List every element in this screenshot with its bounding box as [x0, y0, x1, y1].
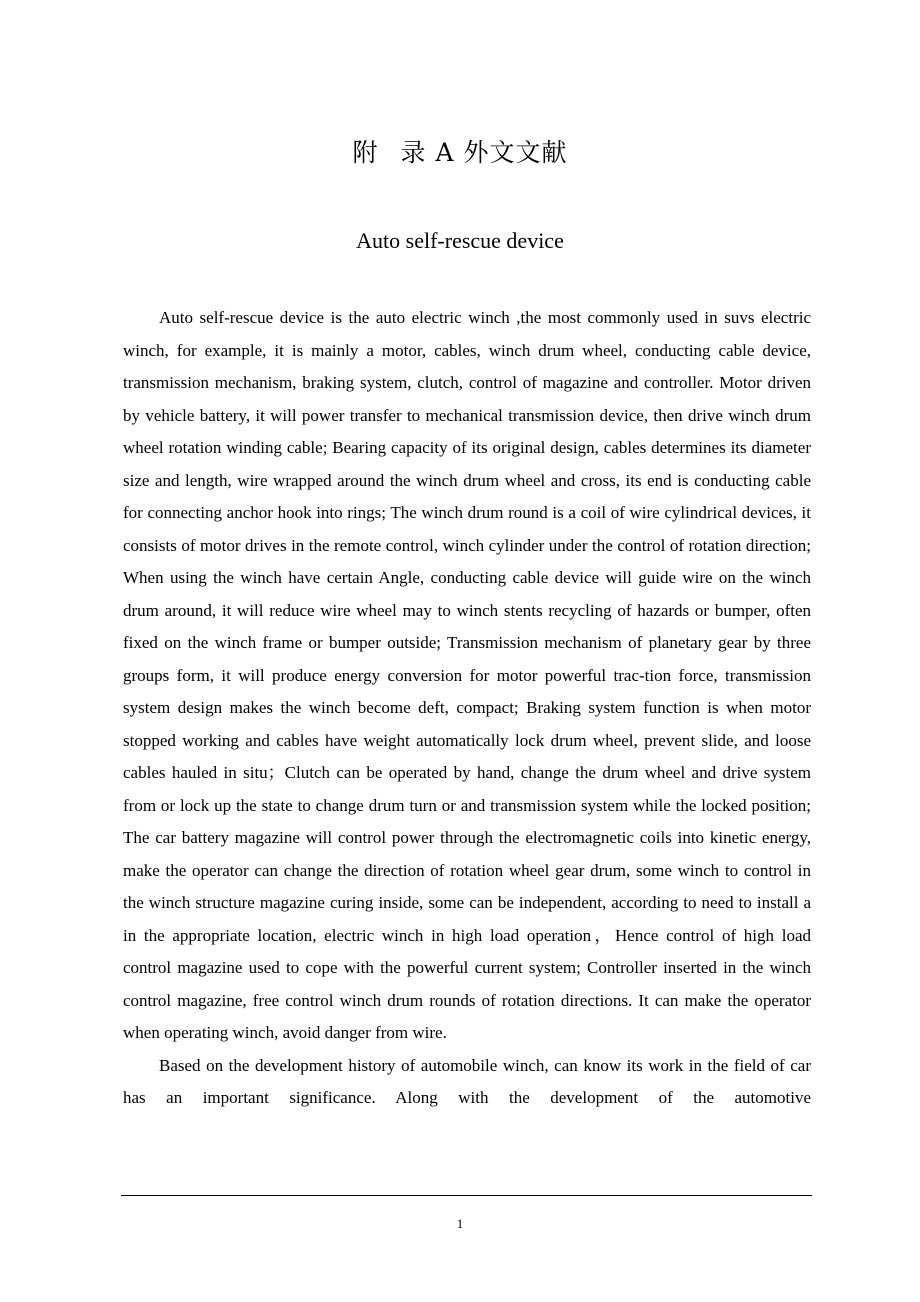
appendix-heading-label: 附 — [352, 138, 379, 167]
appendix-heading — [0, 133, 920, 169]
paragraph-1: Auto self-rescue device is the auto electric winch ,the most commonly used in suvs electric winch, for example, it is mainly a motor, cables, winch drum wheel, conducting cable device, transmission mechanism, braking system, clutch, control of magazine and controller. Motor driven by vehicle battery, it will power transfer to mechanical transmission device, then drive winch drum wheel rotation winding cable; Bearing capacity of its original design, cables determines its diameter size and length, wire wrapped around the winch drum wheel and cross, its end is conducting cable for connecting anchor hook into rings; The winch drum round is a coil of wire cylindrical devices, it consists of motor drives in the remote control, winch cylinder under the control of rotation direction; When using the winch have certain Angle, conducting cable device will guide wire on the winch drum around, it will reduce wire wheel may to winch stents recycling of hazards or bumper, often fixed on the winch frame or bumper outside; Transmission mechanism of planetary gear by three groups form, it will produce energy conversion for motor powerful trac-tion force, transmission system design makes the winch become deft, compact; Braking system function is when motor stopped working and cables have weight automatically lock drum wheel, prevent slide, and loose cables hauled in situ；Clutch can be operated by hand, change the drum wheel and drive system from or lock up the state to change drum turn or and transmission system while the locked position; The car battery magazine will control power through the electromagnetic coils into kinetic energy, make the operator can change the direction of rotation wheel gear drum, some winch to control in the winch structure magazine curing inside, some can be independent, according to need to install a in the appropriate location, electric winch in high load operation，Hence control of high load control magazine used to cope with the powerful current system; Controller inserted in the winch control magazine, free control winch drum rounds of rotation directions. It can make the operator when operating winch, avoid danger from wire. — [123, 308, 811, 1042]
paper-title: Auto self-rescue device — [356, 228, 564, 253]
page-number: 1 — [456, 1216, 464, 1231]
paragraph-2: Based on the development history of automobile winch, can know its work in the field of car has an important significance. Along with the development of the automotive — [123, 1055, 811, 1107]
footer-divider — [121, 1195, 812, 1196]
appendix-heading-rest: 录 A 外文文献 — [400, 138, 568, 167]
body-text — [123, 302, 811, 1115]
